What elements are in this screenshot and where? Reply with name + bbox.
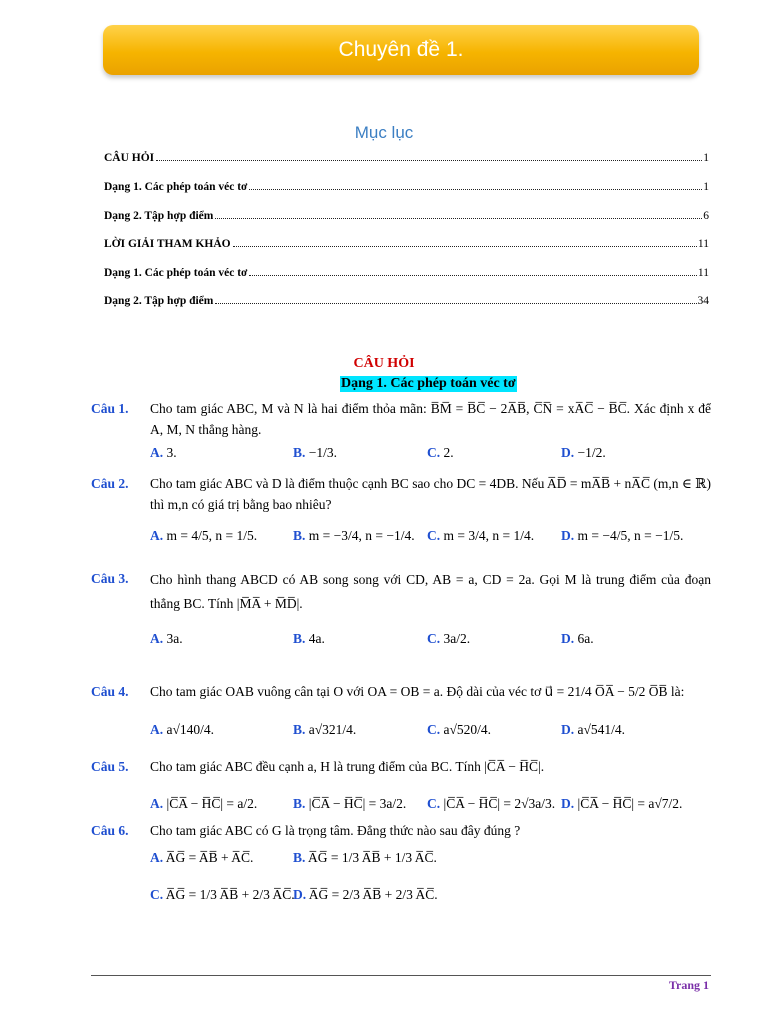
option-letter: C.	[427, 631, 441, 646]
toc-entry-page: 11	[697, 267, 709, 279]
footer-label: Trang	[668, 978, 700, 992]
chapter-banner	[103, 25, 699, 75]
option-a[interactable]	[150, 442, 177, 463]
toc-entry-page: 1	[703, 181, 709, 193]
option-letter: D.	[293, 887, 307, 902]
question-text: Cho tam giác ABC và D là điểm thuộc cạnh BC sao cho DC = 4DB. Nếu A̅D̅ = mA̅B̅ + nA̅C̅ (m,n ∈ ℝ) thì m,n có giá trị bằng bao nhiêu?	[150, 476, 711, 512]
option-a[interactable]	[150, 719, 214, 740]
option-value: a√541/4.	[577, 722, 626, 737]
option-b[interactable]	[293, 525, 415, 546]
option-letter: C.	[427, 722, 441, 737]
option-b[interactable]	[293, 442, 337, 463]
answer-options	[150, 884, 711, 914]
question-1	[91, 398, 711, 460]
option-letter: C.	[427, 528, 441, 543]
option-value: a√140/4.	[166, 722, 215, 737]
option-b[interactable]	[293, 719, 356, 740]
option-value: A̅G̅ = 1/3 A̅B̅ + 2/3 A̅C̅.	[165, 887, 295, 902]
toc-title: Mục lục	[354, 123, 414, 142]
question-label: Câu 1.	[91, 401, 129, 416]
option-b[interactable]	[293, 793, 406, 814]
option-letter: D.	[561, 528, 575, 543]
section-subtitle: Dạng 1. Các phép toán véc tơ	[341, 376, 516, 391]
toc-leader	[156, 160, 702, 161]
option-value: −1/3.	[308, 445, 338, 460]
question-label: Câu 2.	[91, 476, 129, 491]
option-letter: B.	[293, 722, 306, 737]
toc-entry-label: Dạng 1. Các phép toán véc tơ	[104, 181, 248, 193]
question-text: Cho hình thang ABCD có AB song song với CD, AB = a, CD = 2a. Gọi M là trung điểm của đoạn thẳng BC. Tính |M̅A̅ + M̅D̅|.	[150, 572, 711, 611]
toc-entry[interactable]	[104, 177, 709, 193]
option-d[interactable]	[561, 525, 683, 546]
option-b[interactable]	[293, 847, 437, 868]
option-c[interactable]	[427, 628, 470, 649]
option-d[interactable]	[561, 628, 594, 649]
toc-entry-label: CÂU HỎI	[104, 152, 155, 164]
option-c[interactable]	[150, 884, 295, 905]
option-a[interactable]	[150, 525, 257, 546]
option-value: a√520/4.	[443, 722, 492, 737]
option-letter: A.	[150, 722, 164, 737]
option-value: |C̅A̅ − H̅C̅| = 3a/2.	[308, 796, 407, 811]
footer-divider	[91, 975, 711, 976]
option-letter: B.	[293, 528, 306, 543]
option-c[interactable]	[427, 525, 534, 546]
option-letter: C.	[427, 445, 441, 460]
toc-entry-label: Dạng 1. Các phép toán véc tơ	[104, 267, 248, 279]
option-a[interactable]	[150, 847, 253, 868]
option-value: |C̅A̅ − H̅C̅| = 2√3a/3.	[443, 796, 556, 811]
question-text: Cho tam giác ABC có G là trọng tâm. Đẳng thức nào sau đây đúng ?	[150, 823, 521, 838]
toc-entry-page: 34	[697, 295, 709, 307]
option-letter: D.	[561, 722, 575, 737]
toc-entry[interactable]	[104, 148, 709, 164]
toc-entry[interactable]	[104, 263, 709, 279]
option-value: 2.	[443, 445, 454, 460]
option-c[interactable]	[427, 442, 454, 463]
option-letter: B.	[293, 631, 306, 646]
toc-entry-label: Dạng 2. Tập hợp điểm	[104, 210, 214, 222]
section-title: CÂU HỎI	[353, 356, 415, 371]
option-value: |C̅A̅ − H̅C̅| = a√7/2.	[577, 796, 683, 811]
question-4	[91, 681, 711, 737]
option-letter: B.	[293, 445, 306, 460]
option-d[interactable]	[561, 442, 606, 463]
option-c[interactable]	[427, 793, 555, 814]
option-d[interactable]	[561, 719, 625, 740]
option-d[interactable]	[561, 793, 682, 814]
toc-leader	[233, 246, 697, 247]
option-d[interactable]	[293, 884, 438, 905]
question-3	[91, 568, 711, 646]
question-label: Câu 6.	[91, 823, 129, 838]
page-footer	[669, 978, 709, 993]
option-value: −1/2.	[577, 445, 606, 460]
option-letter: D.	[561, 796, 575, 811]
option-letter: D.	[561, 445, 575, 460]
question-2	[91, 473, 711, 543]
option-letter: A.	[150, 631, 164, 646]
option-value: 4a.	[308, 631, 325, 646]
answer-options	[150, 442, 711, 472]
toc-leader	[249, 275, 697, 276]
question-text: Cho tam giác ABC, M và N là hai điểm thỏa mãn: B̅M̅ = B̅C̅ − 2A̅B̅, C̅N̅ = xA̅C̅ − B̅C̅. Xác định x để A, M, N thẳng hàng.	[150, 401, 711, 437]
question-5	[91, 756, 711, 811]
option-letter: A.	[150, 850, 164, 865]
answer-options	[150, 793, 711, 823]
option-letter: B.	[293, 850, 306, 865]
answer-options	[150, 847, 711, 877]
question-6	[91, 820, 711, 902]
toc-entry[interactable]	[104, 206, 709, 222]
option-value: A̅G̅ = 2/3 A̅B̅ + 2/3 A̅C̅.	[308, 887, 438, 902]
toc-entry[interactable]	[104, 291, 709, 307]
toc-entry-label: Dạng 2. Tập hợp điểm	[104, 295, 214, 307]
option-value: A̅G̅ = 1/3 A̅B̅ + 1/3 A̅C̅.	[308, 850, 437, 865]
option-value: m = −4/5, n = −1/5.	[577, 528, 684, 543]
option-value: a√321/4.	[308, 722, 357, 737]
option-letter: A.	[150, 796, 164, 811]
toc-entry-label: LỜI GIẢI THAM KHẢO	[104, 238, 231, 250]
toc-entry-page: 11	[697, 238, 709, 250]
option-a[interactable]	[150, 793, 257, 814]
question-label: Câu 5.	[91, 759, 129, 774]
option-a[interactable]	[150, 628, 183, 649]
option-value: |C̅A̅ − H̅C̅| = a/2.	[166, 796, 258, 811]
question-label: Câu 4.	[91, 684, 129, 699]
toc-leader	[215, 218, 702, 219]
option-value: 3a.	[166, 631, 183, 646]
toc-entry[interactable]	[104, 234, 709, 250]
question-text: Cho tam giác OAB vuông cân tại O với OA = OB = a. Độ dài của véc tơ u⃗ = 21/4 O̅A̅ − 5/2 O̅B̅ là:	[150, 684, 685, 699]
footer-page-number: 1	[703, 978, 709, 992]
toc-entry-page: 1	[703, 152, 709, 164]
option-value: m = −3/4, n = −1/4.	[308, 528, 415, 543]
option-letter: A.	[150, 445, 164, 460]
question-text: Cho tam giác ABC đều cạnh a, H là trung điểm của BC. Tính |C̅A̅ − H̅C̅|.	[150, 759, 545, 774]
toc-entry-page: 6	[703, 210, 709, 222]
option-b[interactable]	[293, 628, 325, 649]
chapter-title: Chuyên đề 1.	[338, 38, 464, 61]
option-value: m = 4/5, n = 1/5.	[166, 528, 258, 543]
toc-leader	[215, 303, 696, 304]
option-value: m = 3/4, n = 1/4.	[443, 528, 535, 543]
option-letter: A.	[150, 528, 164, 543]
option-c[interactable]	[427, 719, 491, 740]
answer-options	[150, 525, 711, 555]
option-value: 6a.	[577, 631, 594, 646]
option-value: A̅G̅ = A̅B̅ + A̅C̅.	[165, 850, 254, 865]
option-letter: D.	[561, 631, 575, 646]
option-letter: C.	[427, 796, 441, 811]
answer-options	[150, 719, 711, 749]
toc-leader	[249, 189, 702, 190]
answer-options	[150, 628, 711, 658]
option-letter: B.	[293, 796, 306, 811]
option-letter: C.	[150, 887, 164, 902]
question-label: Câu 3.	[91, 571, 129, 586]
option-value: 3.	[166, 445, 177, 460]
option-value: 3a/2.	[443, 631, 471, 646]
